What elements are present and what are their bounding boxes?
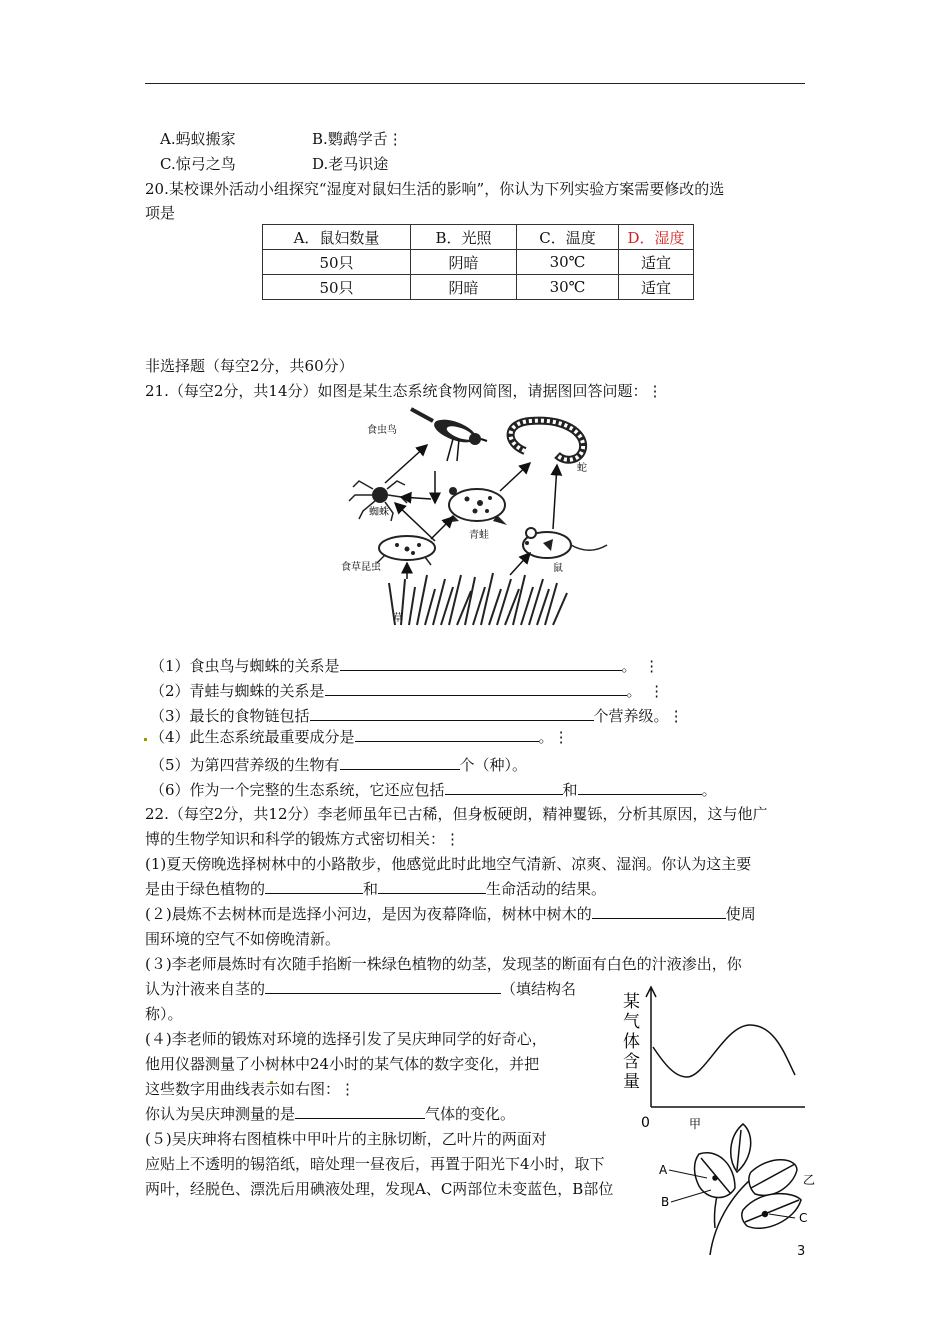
margin-dot	[144, 738, 147, 741]
table-row	[263, 275, 694, 300]
snake-icon	[511, 421, 584, 460]
answer-blank[interactable]	[445, 779, 563, 795]
graph-y-label-3: 体	[623, 1032, 640, 1052]
table-cell: 适宜	[619, 275, 694, 300]
gas-curve	[653, 1025, 795, 1077]
label-insect: 食草昆虫	[341, 562, 381, 573]
answer-blank[interactable]	[355, 726, 539, 742]
label-spider: 蜘蛛	[369, 507, 389, 518]
leaf-top	[731, 1124, 751, 1172]
q21-sub1: （1）食虫鸟与蜘蛛的关系是 。 ⋮	[150, 657, 660, 675]
experiment-table	[262, 224, 694, 300]
option-c: C.惊弓之鸟	[160, 155, 236, 173]
q22-p1-line2: 是由于绿色植物的 和 生命活动的结果。	[145, 880, 607, 898]
food-web-figure	[335, 403, 615, 628]
q21-sub5: （5）为第四营养级的生物有 个（种）。	[150, 756, 528, 774]
page-number: 3	[797, 1244, 806, 1259]
table-cell: 阴暗	[411, 250, 517, 275]
leaf-jia	[695, 1153, 736, 1198]
q21-sub3: （3）最长的食物链包括 个营养级。⋮	[150, 707, 684, 725]
label-bird: 食虫鸟	[367, 425, 397, 436]
table-header: C．温度	[517, 225, 619, 250]
q22-p2-line1: (２)晨炼不去树林而是选择小河边，是因为夜幕降临，树林中树木的 使周	[145, 905, 756, 923]
table-cell: 30℃	[517, 275, 619, 300]
answer-blank[interactable]	[340, 754, 460, 770]
label-jia: 甲	[689, 1117, 702, 1131]
answer-blank[interactable]	[265, 978, 501, 994]
graph-y-label-5: 量	[623, 1072, 640, 1092]
mouse-icon	[523, 528, 607, 558]
q22-p3-line1: (３)李老师晨炼时有次随手掐断一株绿色植物的幼茎，发现茎的断面有白色的汁液渗出，你	[145, 955, 742, 973]
q22-p2-line2: 围环境的空气不如傍晚清新。	[145, 930, 341, 948]
q21-sub4: （4）此生态系统最重要成分是 。⋮	[150, 728, 569, 746]
q22-stem-line2: 博的生物学知识和科学的锻炼方式密切相关：⋮	[145, 830, 461, 848]
q22-p4-line1: (４)李老师的锻炼对环境的选择引发了吴庆珅同学的好奇心，	[145, 1030, 547, 1048]
q21-sub6: （6）作为一个完整的生态系统，它还应包括 和 。	[150, 781, 717, 799]
q22-p4-line2: 他用仪器测量了小树林中24小时的某气体的数字变化，并把	[145, 1055, 540, 1073]
table-cell: 30℃	[517, 250, 619, 275]
answer-blank[interactable]	[578, 779, 702, 795]
table-header: A．鼠妇数量	[263, 225, 411, 250]
q22-p3-line3: 称）。	[145, 1005, 183, 1023]
q22-p3-line2: 认为汁液来自茎的 （填结构名	[145, 980, 577, 998]
answer-blank[interactable]	[378, 878, 486, 894]
answer-blank[interactable]	[295, 1103, 425, 1119]
frog-icon	[443, 487, 507, 525]
table-header-row	[263, 225, 694, 250]
q22-p5-line3: 两叶，经脱色、漂洗后用碘液处理，发现A、C两部位未变蓝色，B部位	[145, 1180, 614, 1198]
table-row	[263, 250, 694, 275]
table-cell: 阴暗	[411, 275, 517, 300]
table-cell: 50只	[263, 250, 411, 275]
table-header: B．光照	[411, 225, 517, 250]
bird-icon	[411, 409, 487, 461]
table-cell: 50只	[263, 275, 411, 300]
q22-p5-line2: 应贴上不透明的锡箔纸，暗处理一昼夜后，再置于阳光下4小时，取下	[145, 1155, 605, 1173]
answer-blank[interactable]	[265, 878, 363, 894]
header-rule	[145, 83, 805, 84]
label-frog: 青蛙	[469, 530, 489, 541]
gas-curve-graph	[615, 985, 815, 1130]
grass-icon	[389, 573, 567, 625]
label-mouse: 鼠	[553, 563, 563, 574]
q21-sub2: （2）青蛙与蜘蛛的关系是 。 ⋮	[150, 682, 665, 700]
answer-blank[interactable]	[310, 705, 594, 721]
q22-stem-line1: 22.（每空2分，共12分）李老师虽年已古稀，但身板硬朗，精神矍铄，分析其原因，这与他广	[145, 805, 768, 823]
graph-origin: 0	[641, 1115, 650, 1130]
label-snake: 蛇	[577, 463, 587, 474]
plant-leaf-figure	[655, 1110, 820, 1260]
graph-y-label-4: 含	[623, 1052, 640, 1072]
q21-title: 21.（每空2分，共14分）如图是某生态系统食物网简图，请据图回答问题：⋮	[145, 382, 663, 400]
option-b: B.鹦鹉学舌⋮	[312, 130, 403, 148]
answer-blank[interactable]	[325, 680, 627, 696]
option-a: A.蚂蚁搬家	[160, 130, 236, 148]
answer-blank[interactable]	[340, 655, 622, 671]
q22-p4-line4: 你认为吴庆珅测量的是 气体的变化。	[145, 1105, 516, 1123]
graph-y-label-2: 气	[623, 1012, 640, 1032]
q22-p5-line1: (５)吴庆珅将右图植株中甲叶片的主脉切断，乙叶片的两面对	[145, 1130, 547, 1148]
q22-p1-line1: (1)夏天傍晚选择树林中的小路散步，他感觉此时此地空气清新、凉爽、湿润。你认为这主要	[145, 855, 752, 873]
answer-blank[interactable]	[592, 903, 726, 919]
label-grass: 草	[393, 613, 403, 624]
label-b: B	[661, 1195, 670, 1209]
q20-stem-line2: 项是	[145, 204, 176, 222]
insect-icon	[377, 536, 435, 565]
label-a: A	[659, 1163, 668, 1177]
table-cell: 适宜	[619, 250, 694, 275]
q20-stem-line1: 20.某校课外活动小组探究“湿度对鼠妇生活的影响”，你认为下列实验方案需要修改的选	[145, 180, 725, 198]
table-header-highlight: D．湿度	[619, 225, 694, 250]
graph-y-label-1: 某	[623, 992, 640, 1012]
label-c: C	[799, 1211, 808, 1225]
section-header: 非选择题（每空2分，共60分）	[145, 357, 354, 375]
label-yi: 乙	[803, 1173, 816, 1187]
option-d: D.老马识途	[312, 155, 389, 173]
q22-p4-line3: 这些数字用曲线表示如右图：⋮	[145, 1080, 356, 1098]
